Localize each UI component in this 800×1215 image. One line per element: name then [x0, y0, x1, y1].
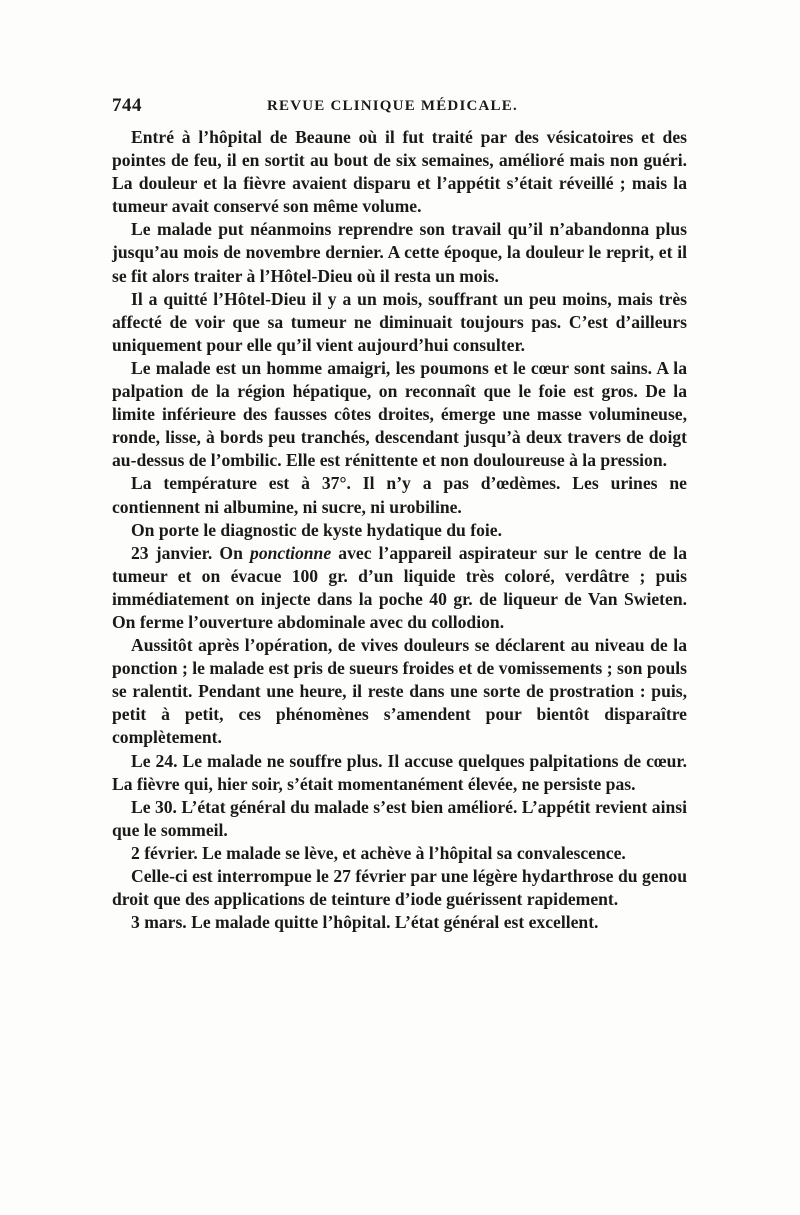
paragraph-le-30: Le 30. L’état général du malade s’est bien amélioré. L’appétit revient ainsi que le sommeil.	[112, 796, 687, 840]
paragraph-diagnosis: On porte le diagnostic de kyste hydatique du foie.	[131, 519, 502, 540]
paragraph-27-fevrier: Celle-ci est interrompue le 27 février par une légère hydarthrose du genou droit que des applications de teinture d’iode guérissent rapidement.	[112, 866, 687, 910]
paragraph-23-janvier-start: 23 janvier. On	[131, 542, 251, 563]
paragraph-23-janvier	[112, 542, 687, 634]
running-title: REVUE CLINIQUE MÉDICALE.	[267, 98, 518, 114]
paragraph-hospital-beaune: Entré à l’hôpital de Beaune où il fut traité par des vésicatoires et des pointes de feu, il en sortit au bout de six semaines, amélioré mais non guéri. La douleur et la fièvre avaient disparu et l’appétit s’était réveillé ; mais la tumeur avait conservé son même volume.	[112, 127, 687, 217]
paragraph-2-fevrier: 2 février. Le malade se lève, et achève à l’hôpital sa convalescence.	[131, 842, 626, 863]
paragraph-after-operation: Aussitôt après l’opération, de vives douleurs se déclarent au niveau de la ponction ; le malade est pris de sueurs froides et de vomissements ; son pouls se ralentit. Pendant une heure, il reste dans une sorte de prostration : puis, petit à petit, ces phénomènes s’amendent pour bientôt disparaître complètement.	[112, 635, 687, 748]
paragraph-23-janvier-rest: avec l’appareil aspirateur sur le centre de la tumeur et on évacue 100 gr. d’un liquide très coloré, verdâtre ; puis immédiatement on injecte dans la poche 40 gr. de liqueur de Van Swieten. On ferme l’ouverture abdominale avec du collodion.	[112, 542, 687, 632]
body-text	[112, 126, 687, 934]
paragraph-3-mars: 3 mars. Le malade quitte l’hôpital. L’état général est excellent.	[131, 912, 599, 933]
page-header	[112, 95, 687, 119]
page-number: 744	[112, 95, 142, 116]
paragraph-examination: Le malade est un homme amaigri, les poumons et le cœur sont sains. A la palpation de la région hépatique, on reconnaît que le foie est gros. De la limite inférieure des fausses côtes droites, émerge une masse volumineuse, ronde, lisse, à bords peu tranchés, descendant jusqu’à deux travers de doigt au-dessus de l’ombilic. Elle est rénittente et non douloureuse à la pression.	[112, 357, 687, 471]
paragraph-work-resumed: Le malade put néanmoins reprendre son travail qu’il n’abandonna plus jusqu’au mois de novembre dernier. A cette époque, la douleur le reprit, et il se fit alors traiter à l’Hôtel-Dieu où il resta un mois.	[112, 219, 687, 286]
paragraph-le-24: Le 24. Le malade ne souffre plus. Il accuse quelques palpitations de cœur. La fièvre qui, hier soir, s’était momentanément élevée, ne persiste pas.	[112, 750, 687, 794]
paragraph-temperature: La température est à 37°. Il n’y a pas d’œdèmes. Les urines ne contiennent ni albumine, ni sucre, ni urobiline.	[112, 473, 687, 517]
emphasized-word: ponctionne	[250, 542, 332, 563]
paragraph-left-hotel-dieu: Il a quitté l’Hôtel-Dieu il y a un mois, souffrant un peu moins, mais très affecté de voir que sa tumeur ne diminuait toujours pas. C’est d’ailleurs uniquement pour elle qu’il vient aujourd’hui consulter.	[112, 288, 687, 355]
